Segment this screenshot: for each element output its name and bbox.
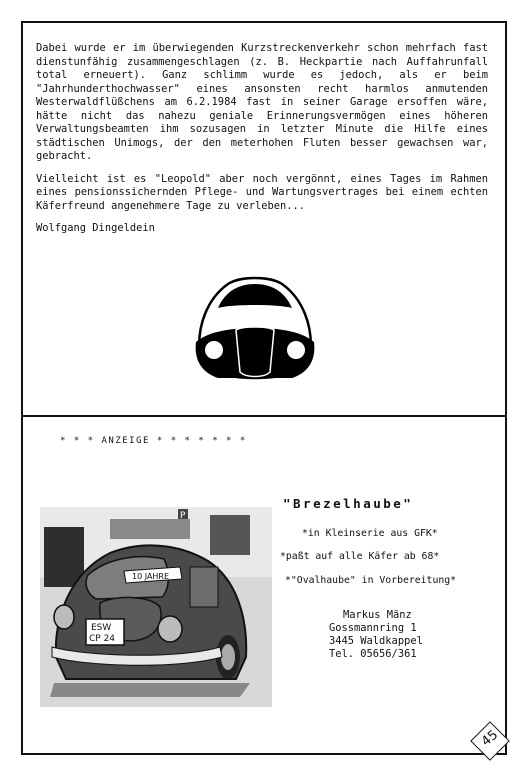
ad-contact [329,609,423,661]
page-number: 45 [478,727,502,750]
parking-sign: P [180,511,186,521]
license-plate-line-1: ESW [91,623,112,633]
car-photo [40,507,272,707]
contact-phone: Tel. 05656/361 [329,648,417,660]
ad-title: "Brezelhaube" [283,496,414,511]
article-author: Wolfgang Dingeldein [36,222,155,234]
ad-line-2: *paßt auf alle Käfer ab 68* [280,551,440,562]
beetle-front-illustration [192,268,318,386]
ad-line-1: *in Kleinserie aus GFK* [302,528,438,539]
contact-street: Gossmannring 1 [329,622,417,634]
contact-name: Markus Mänz [343,609,412,621]
contact-city: 3445 Waldkappel [329,635,423,647]
ad-header: * * * ANZEIGE * * * * * * * [60,436,247,446]
article-text [36,42,488,245]
article-paragraph-1: Dabei wurde er im überwiegenden Kurzstreckenverkehr schon mehrfach fast dienstunfähig zusammengeschlagen (z. B. Heckpartie nach Auffahrunfall total erneuert). Ganz schlimm wurde es jedoch, als er beim "Jahrhunderthochwasser" eines ansonsten recht harmlos anmutenden Westerwaldflüßchens am 6.2.1984 fast in seiner Garage ersoffen wäre, hätte nicht das nahezu geniale Erinnerungsvermögen eines höheren Verwaltungsbeamten ihm sozusagen in letzter Minute die Hilfe eines städtischen Unimogs, der den meterhohen Fluten besser gewachsen war, gebracht. [36,42,488,162]
page-number-badge [470,721,510,761]
car-sticker: 10 JAHRE [132,572,170,581]
section-divider [21,415,507,417]
article-paragraph-2: Vielleicht ist es "Leopold" aber noch vergönnt, eines Tages im Rahmen eines pensionssichernden Pflege- und Wartungsvertrages bei einem echten Käferfreund angenehmere Tage zu verleben... [36,172,488,212]
ad-line-3: *"Ovalhaube" in Vorbereitung* [285,575,457,586]
license-plate-line-2: CP 24 [89,634,116,644]
